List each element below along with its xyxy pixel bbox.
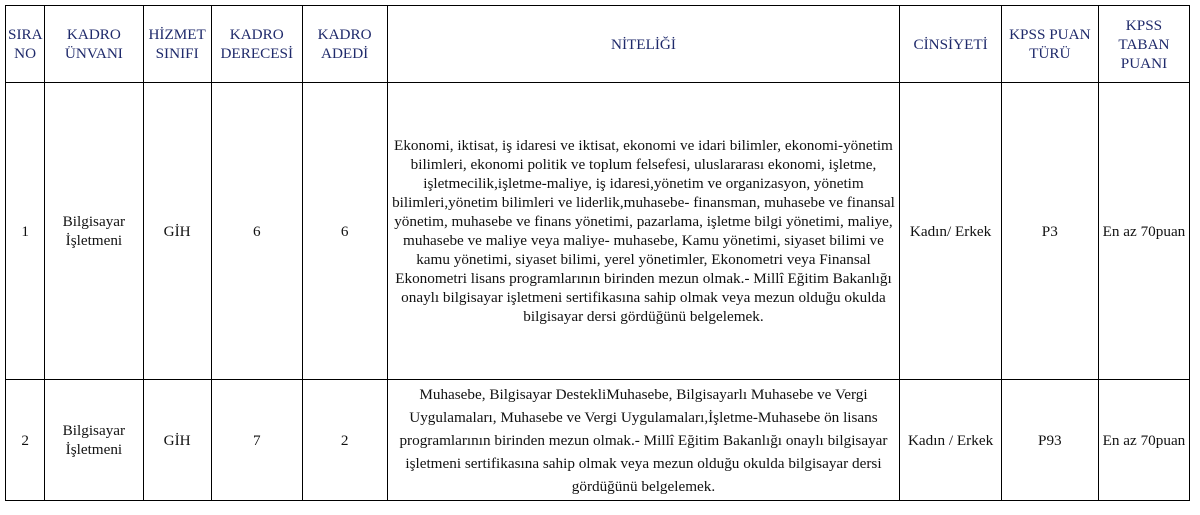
header-row	[6, 6, 1190, 83]
header-hizmet-sinifi: HİZMET SINIFI	[143, 6, 211, 83]
cell-sira-no: 1	[6, 83, 45, 380]
cell-kadro-adedi: 6	[302, 83, 387, 380]
cell-kadro-derecesi: 7	[211, 380, 302, 501]
kadro-table	[5, 5, 1190, 501]
cell-hizmet-sinifi: GİH	[143, 83, 211, 380]
cell-nitelik: Muhasebe, Bilgisayar DestekliMuhasebe, Bilgisayarlı Muhasebe ve Vergi Uygulamaları, Muhasebe ve Vergi Uygulamaları,İşletme-Muhasebe ön lisans programlarının birinden mezun olmak.- Millî Eğitim Bakanlığı onaylı bilgisayar işletmeni sertifikasına sahip olmak veya mezun olduğu okulda bilgisayar dersi gördüğünü belgelemek.	[387, 380, 900, 501]
header-kpss-puan-turu: KPSS PUAN TÜRÜ	[1001, 6, 1098, 83]
cell-kadro-unvani: Bilgisayar İşletmeni	[45, 83, 143, 380]
cell-kadro-derecesi: 6	[211, 83, 302, 380]
table-row	[6, 380, 1190, 501]
header-cinsiyet: CİNSİYETİ	[900, 6, 1001, 83]
cell-kpss-taban-puani: En az 70puan	[1098, 380, 1189, 501]
cell-kpss-puan-turu: P3	[1001, 83, 1098, 380]
header-kadro-unvani: KADRO ÜNVANI	[45, 6, 143, 83]
header-sira-no: SIRA NO	[6, 6, 45, 83]
header-nitelik: NİTELİĞİ	[387, 6, 900, 83]
header-kpss-taban-puani: KPSS TABAN PUANI	[1098, 6, 1189, 83]
table-row	[6, 83, 1190, 380]
cell-kpss-puan-turu: P93	[1001, 380, 1098, 501]
cell-cinsiyet: Kadın/ Erkek	[900, 83, 1001, 380]
cell-nitelik: Ekonomi, iktisat, iş idaresi ve iktisat, ekonomi ve idari bilimler, ekonomi-yönetim bilimleri, ekonomi politik ve toplum felsefesi, uluslararası ekonomi, işletme, işletmecilik,işletme-maliye, iş idaresi,yönetim ve organizasyon, yönetim bilimleri,yönetim bilimleri ve liderlik,muhasebe- finansman, muhasebe ve finansal yönetim, muhasebe ve finans yönetimi, pazarlama, işletme bilgi yönetimi, maliye, muhasebe ve maliye veya maliye- muhasebe, Kamu yönetimi, siyaset bilimi ve kamu yönetimi, siyaset bilimi, yerel yönetimler, Ekonometri veya Finansal Ekonometri lisans programlarının birinden mezun olmak.- Millî Eğitim Bakanlığı onaylı bilgisayar işletmeni sertifikasına sahip olmak veya mezun olduğu okulda bilgisayar dersi gördüğünü belgelemek.	[387, 83, 900, 380]
cell-kadro-adedi: 2	[302, 380, 387, 501]
header-kadro-adedi: KADRO ADEDİ	[302, 6, 387, 83]
cell-cinsiyet: Kadın / Erkek	[900, 380, 1001, 501]
cell-sira-no: 2	[6, 380, 45, 501]
cell-hizmet-sinifi: GİH	[143, 380, 211, 501]
header-kadro-derecesi: KADRO DERECESİ	[211, 6, 302, 83]
cell-kpss-taban-puani: En az 70puan	[1098, 83, 1189, 380]
cell-kadro-unvani: Bilgisayar İşletmeni	[45, 380, 143, 501]
